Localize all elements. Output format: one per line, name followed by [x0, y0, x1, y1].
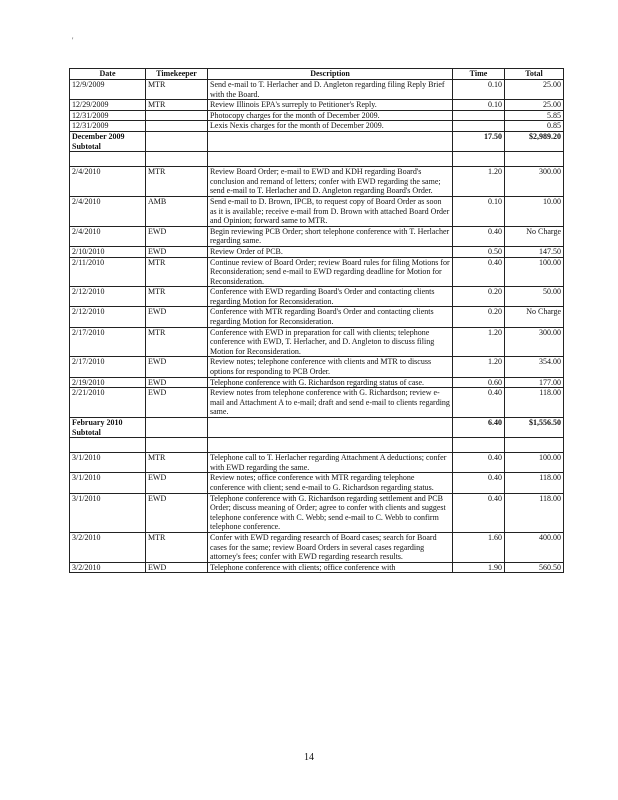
- cell-time: 0.60: [453, 377, 505, 388]
- table-row: [70, 473, 564, 493]
- table-row: [70, 562, 564, 573]
- cell-total: 10.00: [505, 196, 564, 226]
- table-row: [70, 287, 564, 307]
- cell-timekeeper: MTR: [146, 257, 208, 287]
- column-header-total: Total: [505, 69, 564, 80]
- cell-total: 560.50: [505, 562, 564, 573]
- table-row: [70, 257, 564, 287]
- cell-date: 12/31/2009: [70, 121, 146, 132]
- cell-date: 12/31/2009: [70, 110, 146, 121]
- cell-timekeeper: AMB: [146, 196, 208, 226]
- cell-description: Send e-mail to T. Herlacher and D. Angleton regarding filing Reply Brief with the Board.: [208, 80, 453, 100]
- cell-date: 2/12/2010: [70, 287, 146, 307]
- cell-date: 3/2/2010: [70, 532, 146, 562]
- cell-time: 0.40: [453, 473, 505, 493]
- table-body: [70, 80, 564, 573]
- cell-date: 3/1/2010: [70, 473, 146, 493]
- cell-date: 2/12/2010: [70, 307, 146, 327]
- cell-total: 400.00: [505, 532, 564, 562]
- table-row: [70, 246, 564, 257]
- cell-description: Telephone conference with G. Richardson regarding status of case.: [208, 377, 453, 388]
- cell-description: Telephone conference with G. Richardson regarding settlement and PCB Order; discuss meaning of Order; agree to confer with clients and suggest telephone conference with C. Webb; send e-mail to C. Webb to confirm telephone conference.: [208, 493, 453, 532]
- table-row: [70, 226, 564, 246]
- cell-total: 5.85: [505, 110, 564, 121]
- cell-date: 2/19/2010: [70, 377, 146, 388]
- cell-timekeeper: MTR: [146, 532, 208, 562]
- cell-timekeeper: EWD: [146, 388, 208, 418]
- cell-date: 3/2/2010: [70, 562, 146, 573]
- spacer-cell: [70, 152, 146, 167]
- cell-timekeeper: EWD: [146, 357, 208, 377]
- cell-time: 0.10: [453, 100, 505, 111]
- cell-date: 2/4/2010: [70, 196, 146, 226]
- table-row: [70, 327, 564, 357]
- cell-date: February 2010 Subtotal: [70, 418, 146, 438]
- cell-timekeeper: EWD: [146, 246, 208, 257]
- cell-description: Photocopy charges for the month of December 2009.: [208, 110, 453, 121]
- cell-date: 2/21/2010: [70, 388, 146, 418]
- corner-mark: ': [72, 36, 74, 45]
- cell-time: 0.40: [453, 493, 505, 532]
- spacer-row: [70, 438, 564, 453]
- cell-description: Lexis Nexis charges for the month of December 2009.: [208, 121, 453, 132]
- table-row: [70, 357, 564, 377]
- cell-description: Review notes; telephone conference with clients and MTR to discuss options for responding to PCB Order.: [208, 357, 453, 377]
- table-row: [70, 493, 564, 532]
- cell-description: Conference with EWD in preparation for call with clients; telephone conference with EWD, T. Herlacher, and D. Angleton to discuss filing Motion for Reconsideration.: [208, 327, 453, 357]
- cell-time: 0.40: [453, 453, 505, 473]
- cell-date: December 2009 Subtotal: [70, 131, 146, 151]
- cell-total: 118.00: [505, 493, 564, 532]
- table-row: [70, 100, 564, 111]
- table-row: [70, 307, 564, 327]
- spacer-cell: [208, 152, 453, 167]
- cell-description: Confer with EWD regarding research of Board cases; search for Board cases for the same; review Board Orders in several cases regarding attorney's fees; confer with EWD regarding research results.: [208, 532, 453, 562]
- cell-time: 0.20: [453, 307, 505, 327]
- spacer-cell: [70, 438, 146, 453]
- cell-total: 147.50: [505, 246, 564, 257]
- cell-date: 2/4/2010: [70, 167, 146, 197]
- cell-time: 1.20: [453, 327, 505, 357]
- page-number: 14: [304, 752, 314, 763]
- cell-description: Telephone call to T. Herlacher regarding Attachment A deductions; confer with EWD regarding the same.: [208, 453, 453, 473]
- cell-total: 25.00: [505, 100, 564, 111]
- cell-timekeeper: [146, 110, 208, 121]
- cell-description: Review notes from telephone conference with G. Richardson; review e-mail and Attachment A to e-mail; draft and send e-mail to clients regarding same.: [208, 388, 453, 418]
- cell-time: 0.40: [453, 388, 505, 418]
- column-header-timekeeper: Timekeeper: [146, 69, 208, 80]
- cell-description: Review Illinois EPA's surreply to Petitioner's Reply.: [208, 100, 453, 111]
- cell-time: 1.90: [453, 562, 505, 573]
- cell-description: Conference with EWD regarding Board's Order and contacting clients regarding Motion for Reconsideration.: [208, 287, 453, 307]
- cell-timekeeper: [146, 418, 208, 438]
- cell-description: Review Order of PCB.: [208, 246, 453, 257]
- cell-time: 0.10: [453, 80, 505, 100]
- cell-total: No Charge: [505, 307, 564, 327]
- cell-total: 300.00: [505, 167, 564, 197]
- cell-date: 3/1/2010: [70, 453, 146, 473]
- cell-description: Begin reviewing PCB Order; short telephone conference with T. Herlacher regarding same.: [208, 226, 453, 246]
- cell-description: Telephone conference with clients; office conference with: [208, 562, 453, 573]
- table-row: [70, 377, 564, 388]
- table-row: [70, 532, 564, 562]
- table-row: [70, 388, 564, 418]
- table-row: [70, 196, 564, 226]
- column-header-date: Date: [70, 69, 146, 80]
- cell-total: 25.00: [505, 80, 564, 100]
- cell-timekeeper: EWD: [146, 562, 208, 573]
- cell-time: 1.20: [453, 167, 505, 197]
- cell-date: 2/10/2010: [70, 246, 146, 257]
- cell-timekeeper: MTR: [146, 80, 208, 100]
- spacer-cell: [146, 438, 208, 453]
- spacer-row: [70, 152, 564, 167]
- cell-date: 12/29/2009: [70, 100, 146, 111]
- cell-time: [453, 121, 505, 132]
- cell-timekeeper: MTR: [146, 287, 208, 307]
- table-row: [70, 121, 564, 132]
- cell-date: 3/1/2010: [70, 493, 146, 532]
- table-row: [70, 167, 564, 197]
- cell-time: 6.40: [453, 418, 505, 438]
- subtotal-row: [70, 418, 564, 438]
- cell-description: Send e-mail to D. Brown, IPCB, to request copy of Board Order as soon as it is available; receive e-mail from D. Brown with attached Board Order and Opinion; forward same to MTR.: [208, 196, 453, 226]
- cell-total: 100.00: [505, 257, 564, 287]
- cell-timekeeper: EWD: [146, 473, 208, 493]
- cell-timekeeper: EWD: [146, 226, 208, 246]
- cell-timekeeper: EWD: [146, 493, 208, 532]
- cell-description: [208, 131, 453, 151]
- spacer-cell: [208, 438, 453, 453]
- cell-date: 2/17/2010: [70, 357, 146, 377]
- cell-total: No Charge: [505, 226, 564, 246]
- spacer-cell: [505, 152, 564, 167]
- cell-date: 2/4/2010: [70, 226, 146, 246]
- spacer-cell: [505, 438, 564, 453]
- table-row: [70, 453, 564, 473]
- cell-time: 1.20: [453, 357, 505, 377]
- spacer-cell: [146, 152, 208, 167]
- cell-total: 300.00: [505, 327, 564, 357]
- cell-timekeeper: EWD: [146, 307, 208, 327]
- cell-total: 0.85: [505, 121, 564, 132]
- spacer-cell: [453, 152, 505, 167]
- cell-time: 0.50: [453, 246, 505, 257]
- cell-total: 354.00: [505, 357, 564, 377]
- cell-timekeeper: MTR: [146, 453, 208, 473]
- subtotal-row: [70, 131, 564, 151]
- cell-time: 0.10: [453, 196, 505, 226]
- cell-date: 2/17/2010: [70, 327, 146, 357]
- cell-time: 1.60: [453, 532, 505, 562]
- cell-description: Conference with MTR regarding Board's Order and contacting clients regarding Motion for Reconsideration.: [208, 307, 453, 327]
- table-row: [70, 80, 564, 100]
- cell-time: 17.50: [453, 131, 505, 151]
- cell-timekeeper: MTR: [146, 100, 208, 111]
- cell-total: $2,989.20: [505, 131, 564, 151]
- cell-date: 12/9/2009: [70, 80, 146, 100]
- cell-description: [208, 418, 453, 438]
- cell-time: [453, 110, 505, 121]
- cell-timekeeper: [146, 131, 208, 151]
- cell-total: 118.00: [505, 388, 564, 418]
- cell-total: 50.00: [505, 287, 564, 307]
- cell-time: 0.40: [453, 226, 505, 246]
- cell-total: 100.00: [505, 453, 564, 473]
- cell-time: 0.20: [453, 287, 505, 307]
- cell-description: Continue review of Board Order; review Board rules for filing Motions for Reconsideration; send e-mail to EWD regarding deadline for Motion for Reconsideration.: [208, 257, 453, 287]
- table-row: [70, 110, 564, 121]
- cell-timekeeper: MTR: [146, 167, 208, 197]
- cell-total: 118.00: [505, 473, 564, 493]
- cell-total: $1,556.50: [505, 418, 564, 438]
- cell-timekeeper: [146, 121, 208, 132]
- column-header-time: Time: [453, 69, 505, 80]
- cell-description: Review notes; office conference with MTR regarding telephone conference with client; send e-mail to G. Richardson regarding status.: [208, 473, 453, 493]
- column-header-description: Description: [208, 69, 453, 80]
- table-header-row: [70, 69, 564, 80]
- cell-date: 2/11/2010: [70, 257, 146, 287]
- billing-table: [69, 68, 564, 573]
- cell-description: Review Board Order; e-mail to EWD and KDH regarding Board's conclusion and remand of letters; confer with EWD regarding the same; send e-mail to T. Herlacher and D. Angleton regarding Board's Order.: [208, 167, 453, 197]
- cell-timekeeper: EWD: [146, 377, 208, 388]
- cell-timekeeper: MTR: [146, 327, 208, 357]
- cell-total: 177.00: [505, 377, 564, 388]
- spacer-cell: [453, 438, 505, 453]
- cell-time: 0.40: [453, 257, 505, 287]
